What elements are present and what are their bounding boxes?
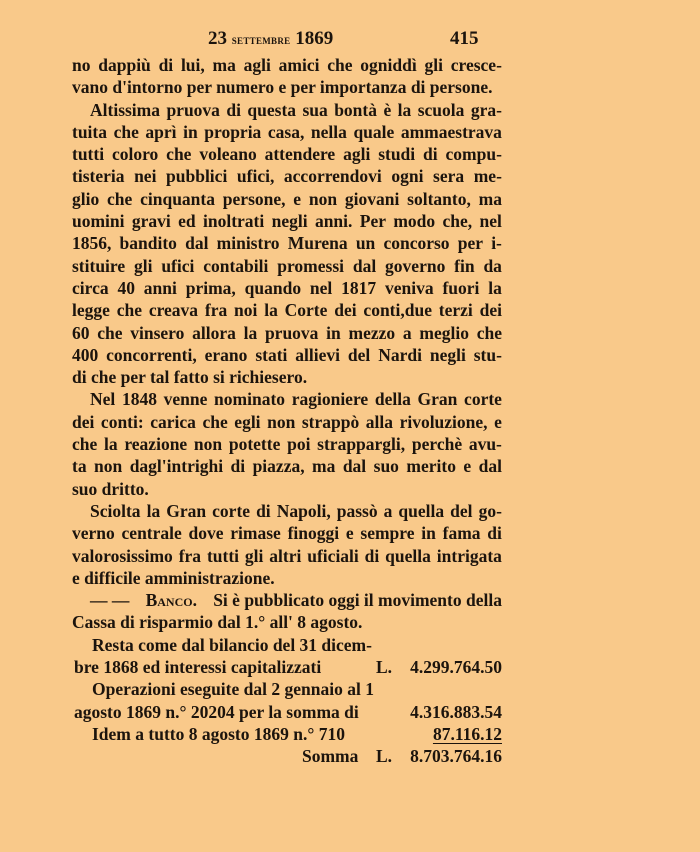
- text-line: Sciolta la Gran corte di Napoli, passò a quella del go-: [90, 500, 502, 521]
- text-line: tisteria nei pubblici ufici, accorrendovi ogni sera me-: [72, 166, 502, 187]
- text-line: ta non dagl'intrighi di piazza, ma dal suo merito e dal: [72, 456, 502, 477]
- resta-row-1: [72, 634, 502, 656]
- somma-amount: 8.703.764.16: [410, 746, 502, 767]
- resta-row-2: [72, 656, 502, 678]
- text-line: legge che creava fra noi la Corte dei conti,due terzi dei: [72, 300, 502, 321]
- text-line: di che per tal fatto si richiesero.: [72, 367, 308, 388]
- text-line: dei conti: carica che egli non strappò alla rivoluzione, e: [72, 411, 502, 432]
- idem-row: [72, 723, 502, 745]
- text-line: no dappiù di lui, ma agli amici che ogniddì gli cresce-: [72, 55, 502, 75]
- somma-row: [72, 745, 502, 767]
- page-number: 415: [450, 28, 479, 49]
- resta-label-1: Resta come dal bilancio del 31 dicem-: [92, 634, 372, 655]
- operazioni-row-2: [72, 701, 502, 723]
- idem-label: Idem a tutto 8 agosto 1869 n.° 710: [92, 723, 345, 744]
- operazioni-row-1: [72, 678, 502, 700]
- text-line: 400 concorrenti, erano stati allievi del Nardi negli stu-: [72, 344, 502, 365]
- text-line: verno centrale dove rimase finoggi e sempre in fama di: [72, 523, 502, 544]
- header-month: settembre: [231, 32, 291, 47]
- resta-label-2: bre 1868 ed interessi capitalizzati: [74, 657, 322, 678]
- text-line: Altissima pruova di questa sua bontà è la scuola gra-: [90, 99, 502, 120]
- text-line: Nel 1848 venne nominato ragioniere della Gran corte: [90, 389, 502, 410]
- operazioni-amount: 4.316.883.54: [410, 701, 502, 722]
- idem-amount: 87.116.12: [432, 723, 502, 744]
- banco-title: Banco.: [145, 590, 197, 611]
- article-body: [72, 54, 502, 768]
- header-year: 1869: [295, 28, 334, 49]
- banco-line-2: [72, 611, 502, 633]
- text-line: valorosissimo fra tutti gli altri uficiali di quella intrigata: [72, 545, 502, 566]
- resta-currency: L.: [376, 657, 393, 678]
- resta-amount: 4.299.764.50: [410, 657, 502, 678]
- running-header: [72, 28, 502, 50]
- text-line: 60 che vinsero allora la pruova in mezzo a meglio che: [72, 322, 502, 343]
- text-line: tuita che aprì in propria casa, nella quale ammaestrava: [72, 121, 502, 142]
- text-line: vano d'intorno per numero e per importanza di persone.: [72, 77, 493, 98]
- header-day: 23: [208, 28, 227, 49]
- account-statement: [72, 634, 502, 768]
- banco-intro-text-2: Cassa di risparmio dal 1.° all' 8 agosto.: [72, 612, 363, 633]
- somma-currency: L.: [376, 746, 393, 767]
- text-line: uomini gravi ed inoltrati negli anni. Per modo che, nel: [72, 211, 502, 232]
- text-line: suo dritto.: [72, 478, 149, 499]
- operazioni-label-2: agosto 1869 n.° 20204 per la somma di: [74, 701, 359, 722]
- operazioni-label-1: Operazioni eseguite dal 2 gennaio al 1: [92, 679, 374, 700]
- text-line: circa 40 anni prima, quando nel 1817 veniva fuori la: [72, 277, 502, 298]
- banco-section: [72, 589, 502, 634]
- text-line: e difficile amministrazione.: [72, 567, 275, 588]
- header-date: [208, 28, 333, 50]
- banco-dashes: — —: [90, 590, 130, 611]
- somma-label: Somma: [302, 746, 359, 767]
- paragraphs: [72, 54, 502, 589]
- banco-line-1: [72, 589, 502, 611]
- banco-intro-text: Si è pubblicato oggi il movimento della: [213, 590, 502, 611]
- text-line: stituire gli ufici contabili promessi dal governo fin da: [72, 255, 502, 276]
- text-line: glio che cinquanta persone, e non giovani soltanto, ma: [72, 188, 502, 209]
- text-line: tutti coloro che voleano attendere agli studi di compu-: [72, 144, 502, 165]
- text-line: che la reazione non potette poi strappargli, perchè avu-: [72, 434, 502, 455]
- text-line: 1856, bandito dal ministro Murena un concorso per i-: [72, 233, 502, 254]
